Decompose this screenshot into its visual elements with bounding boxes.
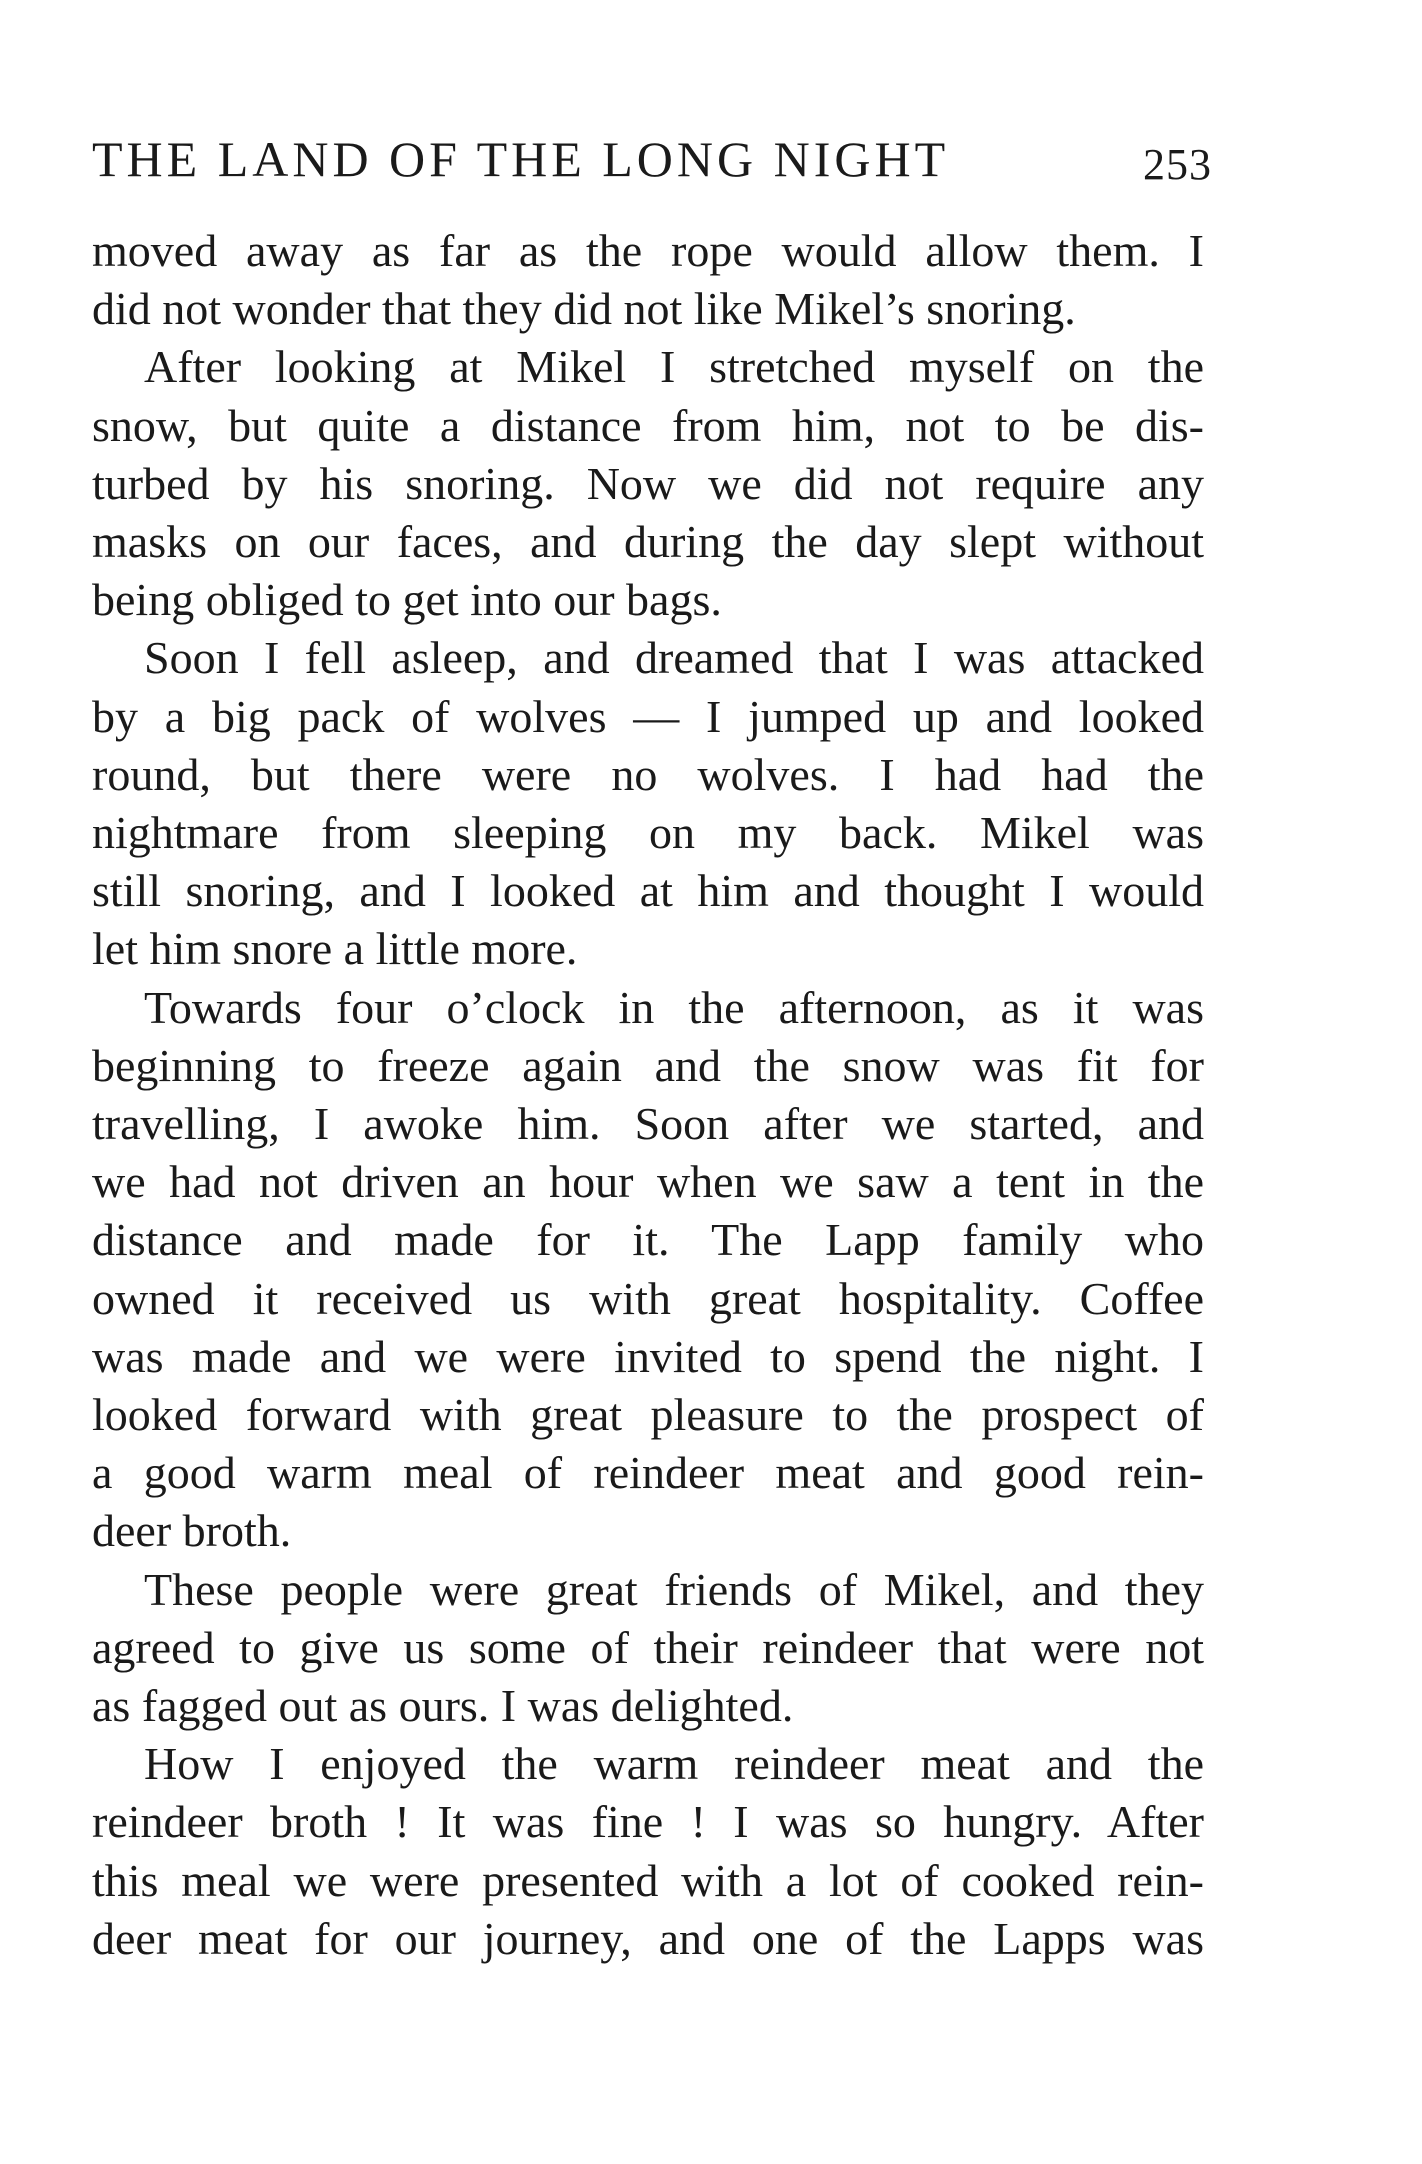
body-text	[92, 222, 1204, 1968]
paragraph-3	[92, 629, 1204, 978]
text-line: was made and we were invited to spend the night. I	[92, 1330, 1204, 1382]
text-line: distance and made for it. The Lapp family who	[92, 1214, 1204, 1266]
paragraph-4	[92, 979, 1204, 1561]
text-line: a good warm meal of reindeer meat and good rein-	[92, 1447, 1204, 1499]
text-line: by a big pack of wolves — I jumped up and looked	[92, 690, 1204, 742]
text-line: moved away as far as the rope would allow them. I	[92, 225, 1204, 276]
text-line: reindeer broth ! It was fine ! I was so hungry. After	[92, 1796, 1204, 1848]
text-line: looked forward with great pleasure to the prospect of	[92, 1389, 1204, 1441]
text-line: masks on our faces, and during the day slept without	[92, 516, 1204, 568]
text-line: These people were great friends of Mikel, and they	[144, 1563, 1204, 1615]
running-head	[92, 124, 1212, 194]
text-line: Towards four o’clock in the afternoon, as it was	[144, 981, 1204, 1033]
text-line: as fagged out as ours. I was delighted.	[92, 1680, 794, 1732]
paragraph-6	[92, 1735, 1204, 1968]
running-title: THE LAND OF THE LONG NIGHT	[92, 131, 950, 187]
text-line: turbed by his snoring. Now we did not require any	[92, 457, 1204, 509]
text-line: being obliged to get into our bags.	[92, 574, 722, 626]
text-line: deer broth.	[92, 1505, 292, 1557]
text-line: still snoring, and I looked at him and thought I would	[92, 865, 1204, 917]
text-line: we had not driven an hour when we saw a tent in the	[92, 1156, 1204, 1208]
text-line: deer meat for our journey, and one of the Lapps was	[92, 1912, 1204, 1964]
text-line: After looking at Mikel I stretched myself on the	[144, 341, 1204, 393]
text-line: owned it received us with great hospitality. Coffee	[92, 1272, 1204, 1324]
text-line: nightmare from sleeping on my back. Mikel was	[92, 807, 1204, 859]
paragraph-2	[92, 338, 1204, 629]
text-line: this meal we were presented with a lot of cooked rein-	[92, 1854, 1204, 1906]
text-line: beginning to freeze again and the snow was fit for	[92, 1039, 1204, 1091]
page-number: 253	[1143, 140, 1212, 189]
paragraph-1	[92, 222, 1204, 338]
paragraph-5	[92, 1561, 1204, 1736]
text-line: agreed to give us some of their reindeer that were not	[92, 1621, 1204, 1673]
text-line: snow, but quite a distance from him, not to be dis-	[92, 399, 1204, 451]
text-line: How I enjoyed the warm reindeer meat and the	[144, 1738, 1204, 1790]
text-line: did not wonder that they did not like Mikel’s snoring.	[92, 283, 1076, 335]
text-line: let him snore a little more.	[92, 923, 578, 975]
text-line: travelling, I awoke him. Soon after we started, and	[92, 1098, 1204, 1150]
text-line: round, but there were no wolves. I had had the	[92, 748, 1204, 800]
text-line: Soon I fell asleep, and dreamed that I was attacked	[144, 632, 1204, 684]
